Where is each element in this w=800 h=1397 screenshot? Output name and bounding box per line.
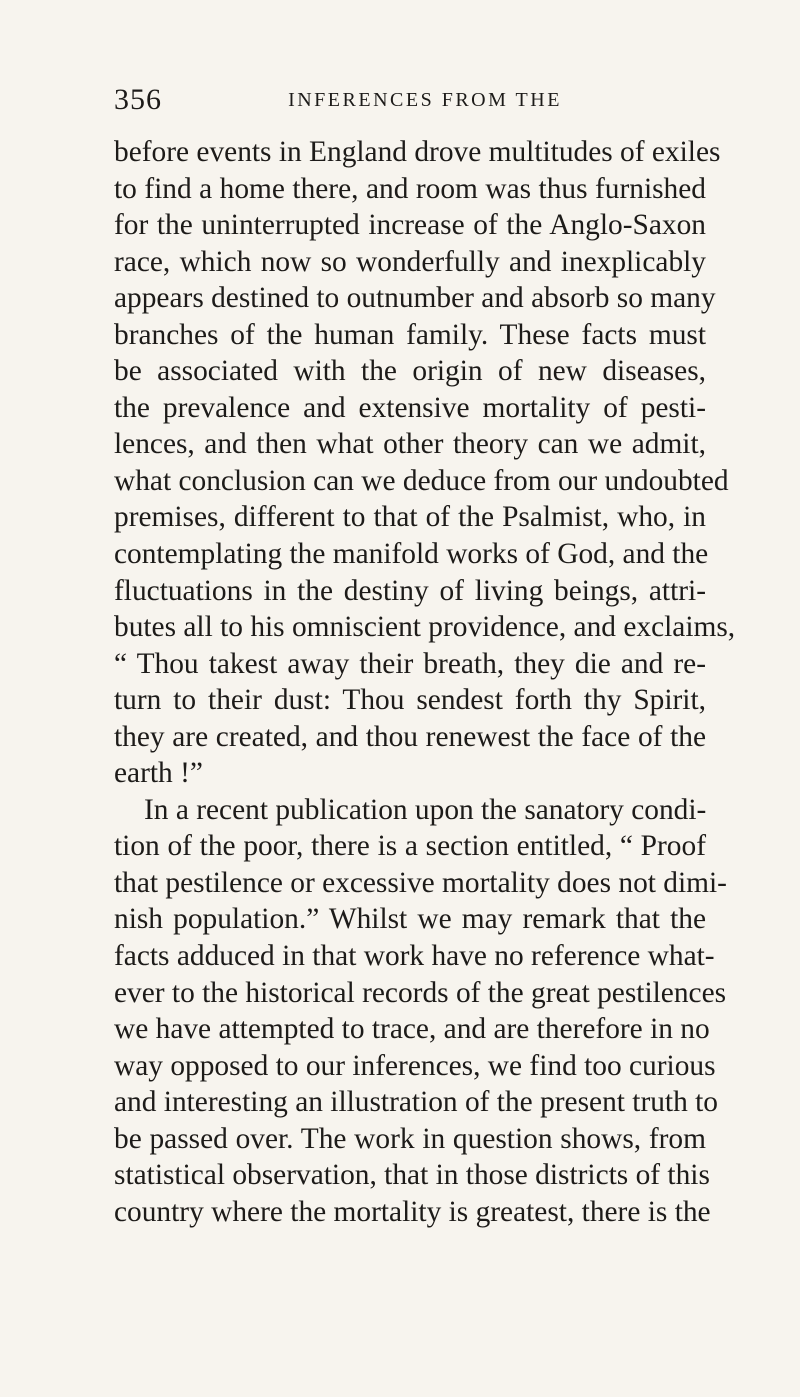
text-line: to find a home there, and room was thus furnished xyxy=(114,172,706,205)
text-line: race, which now so wonderfully and inexplicably xyxy=(114,245,706,278)
text-line: appears destined to outnumber and absorb so many xyxy=(114,282,716,315)
body-text xyxy=(114,134,736,1230)
running-head: INFERENCES FROM THE xyxy=(288,89,562,111)
text-line: tion of the poor, there is a section entitled, “ Proof xyxy=(114,830,706,863)
text-line: contemplating the manifold works of God, and the xyxy=(114,538,709,571)
text-line: premises, different to that of the Psalmist, who, in xyxy=(114,501,706,534)
text-line: nish population.” Whilst we may remark that the xyxy=(114,903,706,936)
text-line: way opposed to our inferences, we find too curious xyxy=(114,1049,716,1082)
page-header xyxy=(114,82,696,118)
text-line: turn to their dust: Thou sendest forth thy Spirit, xyxy=(114,684,706,717)
text-line: “ Thou takest away their breath, they die and re- xyxy=(114,647,706,680)
text-line: In a recent publication upon the sanatory condi- xyxy=(144,793,707,826)
text-line: earth !” xyxy=(114,757,203,790)
text-line: statistical observation, that in those districts of this xyxy=(114,1159,710,1192)
text-line: ever to the historical records of the great pestilences xyxy=(114,976,727,1009)
text-line: butes all to his omniscient providence, and exclaims, xyxy=(114,611,736,644)
text-line: the prevalence and extensive mortality of pesti- xyxy=(114,391,706,424)
text-line: be passed over. The work in question shows, from xyxy=(114,1122,706,1155)
text-line: facts adduced in that work have no reference what- xyxy=(114,940,715,973)
text-line: we have attempted to trace, and are therefore in no xyxy=(114,1013,710,1046)
text-line: country where the mortality is greatest, there is the xyxy=(114,1195,711,1228)
text-line: that pestilence or excessive mortality does not dimi- xyxy=(114,866,727,899)
text-line: be associated with the origin of new diseases, xyxy=(114,355,706,388)
text-line: and interesting an illustration of the present truth to xyxy=(114,1086,719,1119)
text-line: what conclusion can we deduce from our undoubted xyxy=(114,464,729,497)
text-line: lences, and then what other theory can we admit, xyxy=(114,428,706,461)
text-line: for the uninterrupted increase of the Anglo-Saxon xyxy=(114,209,706,242)
text-line: branches of the human family. These facts must xyxy=(114,318,706,351)
page-number: 356 xyxy=(114,83,162,116)
text-line: they are created, and thou renewest the face of the xyxy=(114,720,706,753)
text-line: fluctuations in the destiny of living beings, attri- xyxy=(114,574,706,607)
text-line: before events in England drove multitudes of exiles xyxy=(114,136,721,168)
